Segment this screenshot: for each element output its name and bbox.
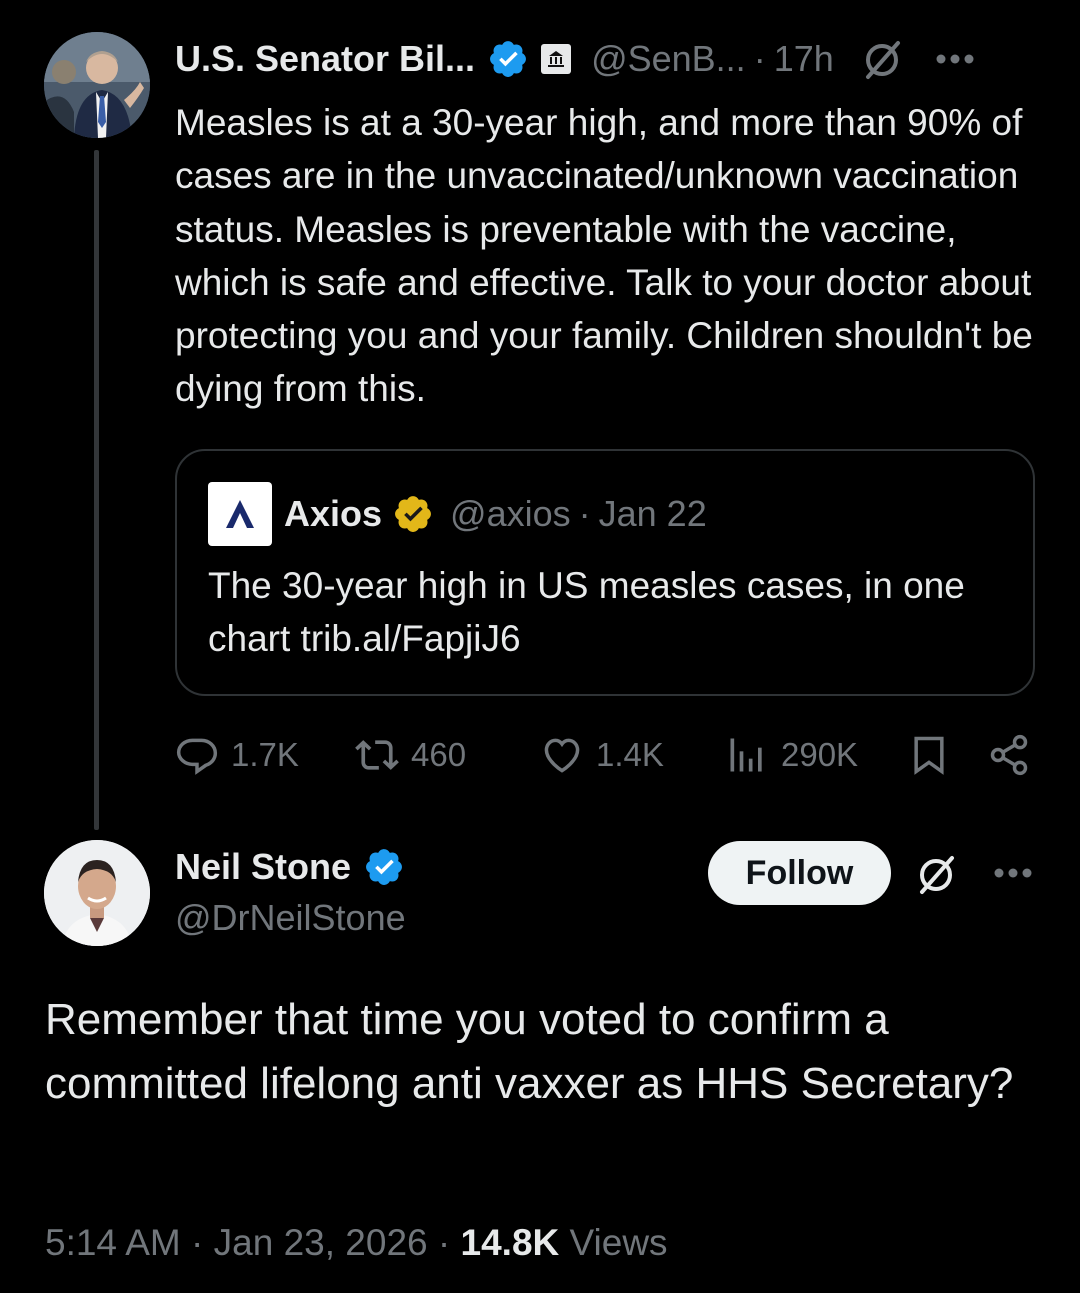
like-count: 1.4K (596, 736, 664, 773)
more-options-icon[interactable] (934, 52, 976, 66)
more-options-icon[interactable] (992, 866, 1034, 880)
avatar-senator[interactable] (44, 32, 150, 138)
reply-handle[interactable]: @DrNeilStone (175, 897, 406, 938)
quoted-tweet-text: The 30-year high in US measles cases, in one chart trib.al/FapjiJ6 (208, 565, 965, 659)
quoted-tweet-header (208, 482, 707, 546)
verified-badge-icon[interactable] (487, 38, 529, 80)
quoted-date: Jan 22 (598, 493, 707, 534)
reply-count: 1.7K (231, 736, 299, 773)
separator-dot: · (578, 493, 591, 534)
bookmark-button[interactable] (907, 725, 951, 785)
parent-handle[interactable]: @SenB... (591, 38, 746, 79)
views-button[interactable] (725, 725, 858, 785)
verified-organization-badge-icon[interactable] (392, 493, 434, 535)
repost-icon (355, 733, 399, 777)
bookmark-icon (907, 733, 951, 777)
grok-icon[interactable] (914, 852, 958, 896)
quoted-handle[interactable]: @axios (450, 493, 571, 534)
separator-dot: · (753, 38, 766, 79)
reply-display-name[interactable]: Neil Stone (175, 846, 352, 887)
views-chart-icon (725, 733, 769, 777)
repost-count: 460 (411, 736, 467, 773)
axios-avatar[interactable] (208, 482, 272, 546)
parent-tweet-header (175, 34, 1045, 84)
tweet-views-label: Views (569, 1222, 668, 1263)
thread-connector-line (94, 150, 99, 830)
separator-dot: · (437, 1222, 451, 1263)
verified-badge-icon[interactable] (363, 846, 405, 888)
share-icon (987, 733, 1031, 777)
tweet-time[interactable]: 5:14 AM (45, 1222, 181, 1263)
like-button[interactable] (540, 725, 664, 785)
parent-display-name[interactable]: U.S. Senator Bil... (175, 38, 476, 79)
reply-tweet-text: Remember that time you voted to confirm a committed lifelong anti vaxxer as HHS Secretary? (45, 995, 1014, 1108)
quoted-tweet-card[interactable] (175, 449, 1035, 696)
quoted-display-name[interactable]: Axios (284, 493, 383, 534)
parent-tweet-text: Measles is at a 30-year high, and more than 90% of cases are in the unvaccinated/unknown vaccination status. Measles is preventable with the vaccine, which is safe and effective. Talk to your doctor about protecting you and your family. Children shouldn't be dying from this. (175, 102, 1033, 410)
reply-author-header (175, 842, 405, 892)
tweet-meta-line (45, 1222, 668, 1264)
tweet-date[interactable]: Jan 23, 2026 (213, 1222, 428, 1263)
view-count: 290K (781, 736, 859, 773)
government-affiliation-badge-icon[interactable] (541, 44, 571, 74)
follow-button[interactable]: Follow (708, 841, 891, 905)
reply-icon (175, 733, 219, 777)
heart-icon (540, 733, 584, 777)
share-button[interactable] (987, 725, 1031, 785)
tweet-action-bar (175, 725, 1035, 785)
avatar-neil-stone[interactable] (44, 840, 150, 946)
parent-timestamp[interactable]: 17h (773, 38, 834, 79)
tweet-views-count[interactable]: 14.8K (460, 1222, 560, 1263)
separator-dot: · (191, 1222, 204, 1263)
repost-button[interactable] (355, 725, 466, 785)
grok-icon[interactable] (860, 37, 904, 81)
reply-button[interactable] (175, 725, 299, 785)
